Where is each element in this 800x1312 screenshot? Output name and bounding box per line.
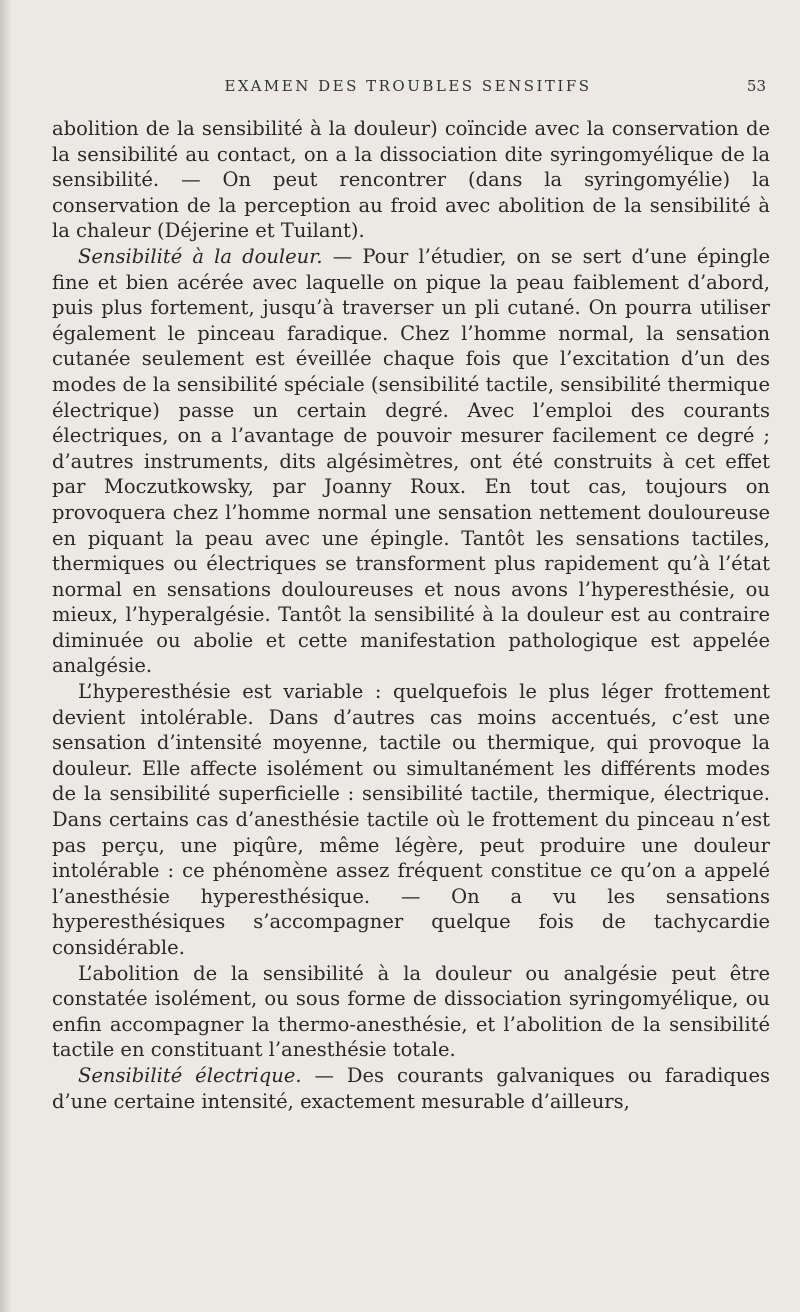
running-title: EXAMEN DES TROUBLES SENSITIFS bbox=[224, 77, 592, 95]
body-text bbox=[52, 116, 770, 1114]
section-heading-douleur: Sensibilité à la douleur. bbox=[78, 244, 323, 268]
paragraph-2 bbox=[52, 244, 770, 679]
running-head bbox=[50, 77, 766, 101]
paragraph-5-text: — Des courants galvaniques ou faradiques d’une certaine intensité, exactement mesurable d’ailleurs, bbox=[52, 1063, 770, 1113]
paragraph-3-text: L’hyperesthésie est variable : quelquefois le plus léger frottement devient intolérable. Dans d’autres cas moins accentués, c’est une sensation d’intensité moyenne, tactile ou thermique, qui provoque la douleur. Elle affecte isolément ou simultanément les différents modes de la sensibilité superficielle : sensibilité tactile, thermique, électrique. Dans certains cas d’anesthésie tactile où le frottement du pinceau n’est pas perçu, une piqûre, même légère, peut produire une douleur intolérable : ce phénomène assez fréquent constitue ce qu’on a appelé l’anesthésie hyperesthésique. — On a vu les sensations hyperesthésiques s’accompagner quelque fois de tachycardie considérable. bbox=[52, 680, 770, 959]
paragraph-4-text: L’abolition de la sensibilité à la douleur ou analgésie peut être constatée isolément, ou sous forme de dissociation syringomyélique, ou enfin accompagner la thermo-anesthésie, et l’abolition de la sensibilité tactile en constituant l’anesthésie totale. bbox=[52, 961, 770, 1062]
paragraph-3 bbox=[52, 679, 770, 961]
page-edge-shadow bbox=[0, 0, 12, 1312]
paragraph-2-text: — Pour l’étudier, on se sert d’une épingle fine et bien acérée avec laquelle on pique la peau faiblement d’abord, puis plus fortement, jusqu’à traverser un pli cutané. On pourra utiliser également le pinceau faradique. Chez l’homme normal, la sensation cutanée seulement est éveillée chaque fois que l’excitation d’un des modes de la sensibilité spéciale (sensibilité tactile, sensibilité thermique électrique) passe un certain degré. Avec l’emploi des courants électriques, on a l’avantage de pouvoir mesurer facilement ce degré ; d’autres instruments, dits algésimètres, ont été construits à cet effet par Moczutkowsky, par Joanny Roux. En tout cas, toujours on provoquera chez l’homme normal une sensation nettement douloureuse en piquant la peau avec une épingle. Tantôt les sensations tactiles, thermiques ou électriques se transforment plus rapidement qu’à l’état normal en sensations douloureuses et nous avons l’hyperesthésie, ou mieux, l’hyperalgésie. Tantôt la sensibilité à la douleur est au contraire diminuée ou abolie et cette manifestation pathologique est appelée analgésie. bbox=[52, 244, 770, 678]
paragraph-1-text: abolition de la sensibilité à la douleur) coïncide avec la conservation de la sensibilité au contact, on a la dissociation dite syringomyélique de la sensibilité. — On peut rencontrer (dans la syringomyélie) la conservation de la perception au froid avec abolition de la sensibilité à la chaleur (Déjerine et Tuilant). bbox=[52, 117, 770, 243]
page-number: 53 bbox=[746, 77, 766, 95]
paragraph-5 bbox=[52, 1063, 770, 1114]
paragraph-1 bbox=[52, 116, 770, 244]
section-heading-electrique: Sensibilité électrique. bbox=[78, 1063, 302, 1087]
paragraph-4 bbox=[52, 961, 770, 1063]
